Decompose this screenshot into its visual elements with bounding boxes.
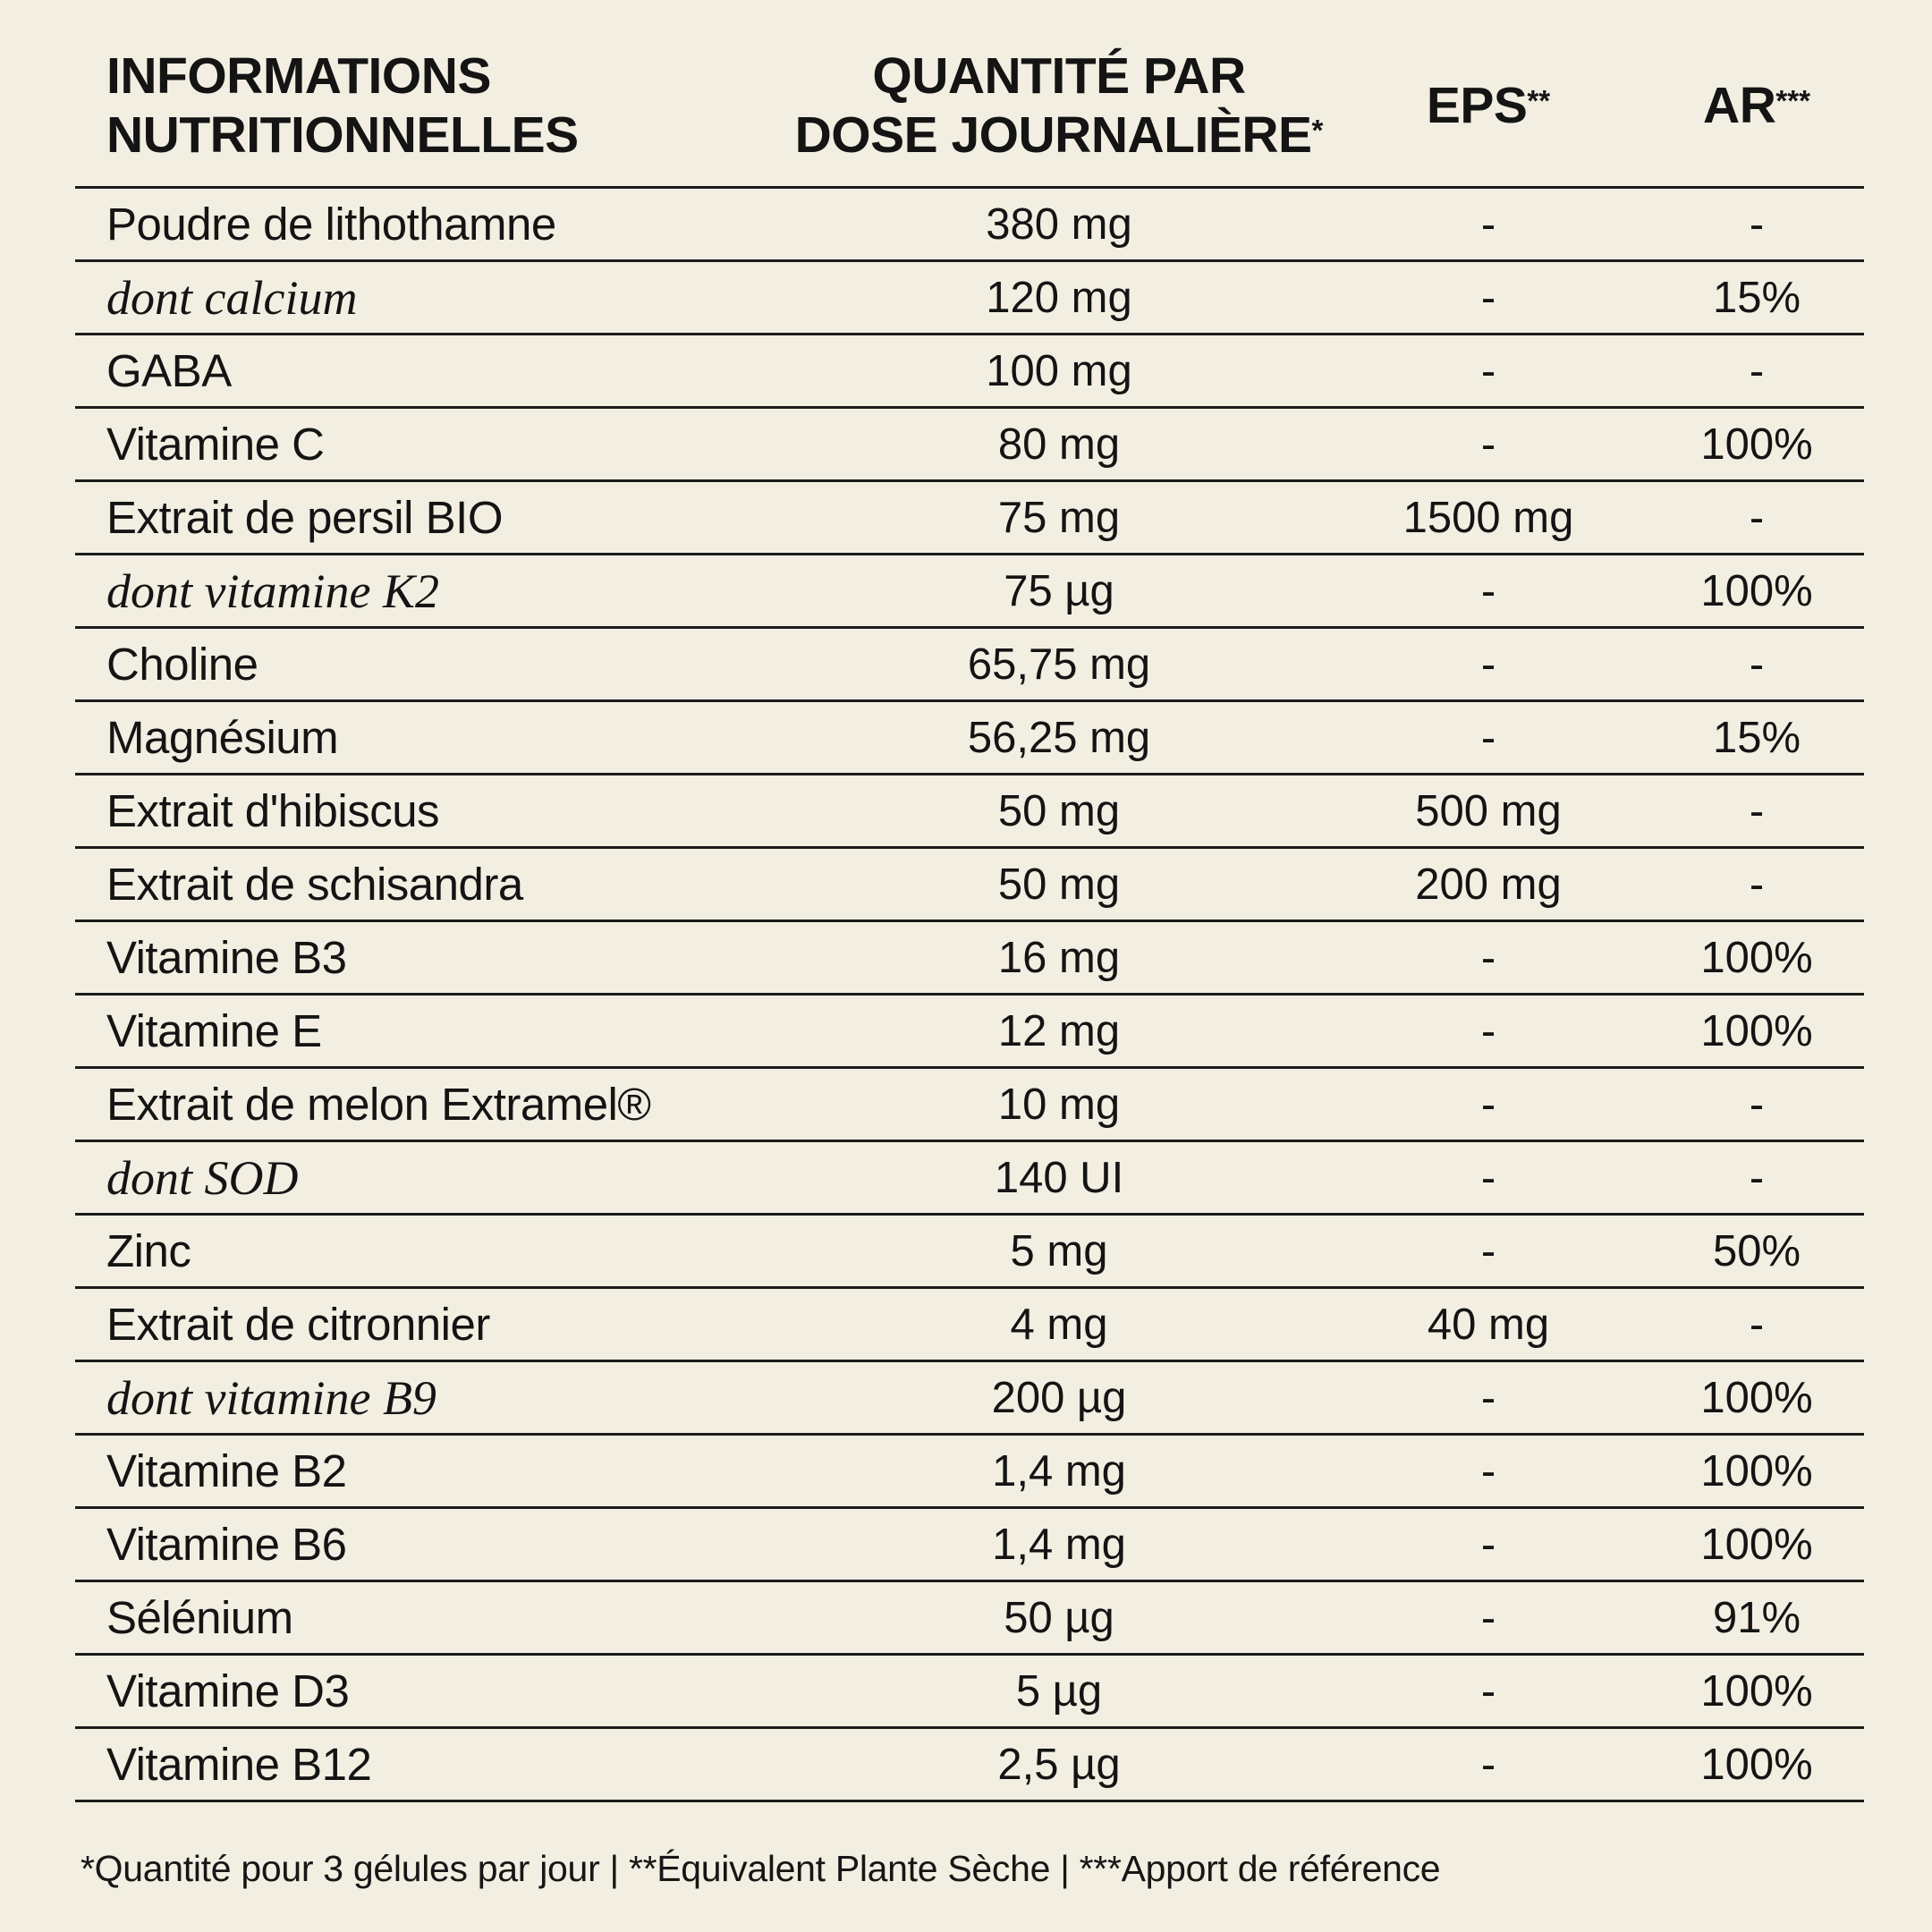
table-row <box>75 1216 1864 1289</box>
ar-value: 15% <box>1712 713 1801 762</box>
table-row <box>75 849 1864 922</box>
ingredient-name: Extrait de melon Extramel® <box>106 1079 651 1130</box>
table-row <box>75 262 1864 335</box>
header-quantite-par-dose <box>791 47 1327 165</box>
eps-value: - <box>1480 566 1496 615</box>
table-row <box>75 1582 1864 1656</box>
table-row <box>75 702 1864 775</box>
quantity-per-dose-value: 56,25 mg <box>967 713 1151 762</box>
ingredient-name: Vitamine D3 <box>106 1665 350 1716</box>
ingredient-name: dont SOD <box>106 1150 299 1205</box>
ingredient-name: Vitamine B3 <box>106 932 347 983</box>
quantity-per-dose-value: 10 mg <box>997 1080 1121 1129</box>
table-row <box>75 335 1864 409</box>
eps-value: - <box>1480 933 1496 982</box>
table-row <box>75 1289 1864 1362</box>
ar-value: 100% <box>1700 1740 1813 1789</box>
header-col2-line1: QUANTITÉ PAR <box>872 47 1246 105</box>
footnote: *Quantité pour 3 gélules par jour | **Équivalent Plante Sèche | ***Apport de référence <box>80 1848 1441 1889</box>
ar-value: - <box>1749 1300 1765 1349</box>
table-row <box>75 1509 1864 1582</box>
eps-value: - <box>1480 1226 1496 1275</box>
ingredient-name: Vitamine B6 <box>106 1519 347 1570</box>
header-col2-line2: DOSE JOURNALIÈRE <box>794 106 1312 164</box>
table-row <box>75 482 1864 555</box>
header-informations-nutritionnelles <box>75 47 791 165</box>
table-row <box>75 555 1864 629</box>
header-eps-asterisks: ** <box>1527 84 1551 118</box>
table-row <box>75 1069 1864 1142</box>
quantity-per-dose-value: 5 mg <box>1010 1226 1108 1275</box>
eps-value: - <box>1480 1520 1496 1569</box>
eps-value: - <box>1480 1593 1496 1642</box>
eps-value: - <box>1480 713 1496 762</box>
header-ar-text: AR <box>1703 76 1776 134</box>
table-body <box>75 186 1864 1802</box>
quantity-per-dose-value: 50 mg <box>997 786 1121 835</box>
eps-value: - <box>1480 346 1496 395</box>
ingredient-name: Poudre de lithothamne <box>106 199 556 250</box>
ar-value: - <box>1749 199 1765 249</box>
ar-value: - <box>1749 1080 1765 1129</box>
ingredient-name: Extrait d'hibiscus <box>106 785 440 836</box>
table-row <box>75 629 1864 702</box>
ar-value: - <box>1749 1153 1765 1202</box>
ingredient-name: Vitamine E <box>106 1005 322 1056</box>
header-col2-asterisk: * <box>1311 114 1324 148</box>
table-row <box>75 189 1864 262</box>
ingredient-name: Choline <box>106 639 258 690</box>
table-row <box>75 1656 1864 1729</box>
eps-value: 500 mg <box>1415 786 1562 835</box>
quantity-per-dose-value: 2,5 µg <box>997 1740 1121 1789</box>
table-row <box>75 775 1864 849</box>
table-row <box>75 1436 1864 1509</box>
eps-value: 1500 mg <box>1402 493 1574 542</box>
ingredient-name: Magnésium <box>106 712 339 763</box>
ingredient-name: Vitamine C <box>106 419 325 470</box>
quantity-per-dose-value: 65,75 mg <box>967 640 1151 689</box>
eps-value: 200 mg <box>1415 860 1562 909</box>
ingredient-name: Zinc <box>106 1225 191 1276</box>
quantity-per-dose-value: 50 µg <box>1004 1593 1114 1642</box>
ar-value: - <box>1749 786 1765 835</box>
quantity-per-dose-value: 75 µg <box>1004 566 1114 615</box>
header-eps-text: EPS <box>1426 76 1528 134</box>
eps-value: - <box>1480 1666 1496 1716</box>
header-col1-line1: INFORMATIONS <box>106 47 491 105</box>
ar-value: 100% <box>1700 1666 1813 1716</box>
quantity-per-dose-value: 1,4 mg <box>992 1520 1126 1569</box>
eps-value: - <box>1480 419 1496 469</box>
header-eps <box>1327 76 1649 135</box>
quantity-per-dose-value: 100 mg <box>986 346 1132 395</box>
ar-value: 15% <box>1712 273 1801 322</box>
ar-value: 100% <box>1700 566 1813 615</box>
eps-value: - <box>1480 1740 1496 1789</box>
header-ar-asterisks: *** <box>1775 84 1810 118</box>
quantity-per-dose-value: 16 mg <box>997 933 1121 982</box>
ar-value: - <box>1749 860 1765 909</box>
quantity-per-dose-value: 50 mg <box>997 860 1121 909</box>
eps-value: - <box>1480 1006 1496 1055</box>
eps-value: - <box>1480 273 1496 322</box>
nutrition-table <box>75 25 1864 1802</box>
ar-value: 100% <box>1700 419 1813 469</box>
quantity-per-dose-value: 75 mg <box>997 493 1121 542</box>
ar-value: 91% <box>1712 1593 1801 1642</box>
ar-value: 100% <box>1700 1446 1813 1496</box>
table-row <box>75 1142 1864 1216</box>
quantity-per-dose-value: 200 µg <box>991 1373 1127 1422</box>
quantity-per-dose-value: 1,4 mg <box>992 1446 1126 1496</box>
quantity-per-dose-value: 80 mg <box>997 419 1121 469</box>
ingredient-name: Vitamine B2 <box>106 1445 347 1496</box>
ingredient-name: Vitamine B12 <box>106 1739 372 1790</box>
table-header-row <box>75 25 1864 186</box>
eps-value: - <box>1480 1080 1496 1129</box>
ingredient-name: Extrait de citronnier <box>106 1299 490 1350</box>
quantity-per-dose-value: 12 mg <box>997 1006 1121 1055</box>
ar-value: 100% <box>1700 1373 1813 1422</box>
quantity-per-dose-value: 5 µg <box>1015 1666 1103 1716</box>
ingredient-name: Extrait de schisandra <box>106 859 523 910</box>
table-row <box>75 1362 1864 1436</box>
ingredient-name: GABA <box>106 345 232 396</box>
quantity-per-dose-value: 4 mg <box>1010 1300 1108 1349</box>
ar-value: - <box>1749 346 1765 395</box>
ingredient-name: dont vitamine B9 <box>106 1370 436 1425</box>
eps-value: - <box>1480 1446 1496 1496</box>
ar-value: 100% <box>1700 1520 1813 1569</box>
ar-value: 50% <box>1712 1226 1801 1275</box>
table-row <box>75 922 1864 996</box>
ar-value: 100% <box>1700 1006 1813 1055</box>
table-row <box>75 996 1864 1069</box>
header-col1-line2: NUTRITIONNELLES <box>106 106 579 164</box>
ar-value: - <box>1749 640 1765 689</box>
ingredient-name: Sélénium <box>106 1592 293 1643</box>
quantity-per-dose-value: 140 UI <box>994 1153 1124 1202</box>
eps-value: - <box>1480 1373 1496 1422</box>
quantity-per-dose-value: 380 mg <box>986 199 1132 249</box>
quantity-per-dose-value: 120 mg <box>986 273 1132 322</box>
ar-value: 100% <box>1700 933 1813 982</box>
eps-value: - <box>1480 1153 1496 1202</box>
eps-value: 40 mg <box>1427 1300 1550 1349</box>
ar-value: - <box>1749 493 1765 542</box>
table-row <box>75 409 1864 482</box>
ingredient-name: dont vitamine K2 <box>106 564 439 618</box>
ingredient-name: Extrait de persil BIO <box>106 492 503 543</box>
eps-value: - <box>1480 199 1496 249</box>
header-ar <box>1649 76 1864 135</box>
ingredient-name: dont calcium <box>106 270 358 325</box>
table-row <box>75 1729 1864 1802</box>
eps-value: - <box>1480 640 1496 689</box>
